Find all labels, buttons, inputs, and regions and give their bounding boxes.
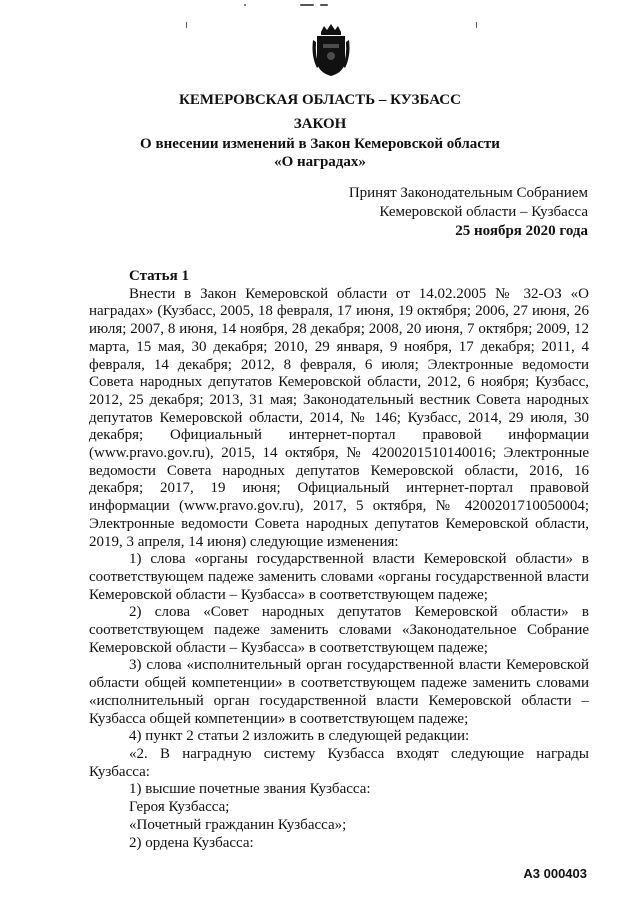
amendment-item-4: 4) пункт 2 статьи 2 изложить в следующей редакции: [129, 728, 470, 745]
scan-speck [320, 4, 328, 6]
article-intro-paragraph: Внести в Закон Кемеровской области от 14.02.2005 № 32-ОЗ «О наградах» (Кузбасс, 2005, 18 февраля, 17 июня, 19 октября; 2006, 27 июня, 26 июля; 2007, 8 июня, 14 ноября, 28 декабря; 2008, 20 июня, 7 октября; 2009, 12 марта, 15 мая, 30 декабря; 2010, 29 января, 9 ноября, 17 декабря; 2011, 4 февраля, 14 декабря; 2012, 8 февраля, 6 июля; Электронные ведомости Совета народных депутатов Кемеровской области, 2012, 6 ноября; Кузбасс, 2012, 25 декабря; 2013, 31 мая; Законодательный вестник Совета народных депутатов Кемеровской области, 2014, № 146; Кузбасс, 2014, 29 июля, 30 декабря; Официальный интернет-портал правовой информации (www.pravo.gov.ru), 2015, 14 октября, № 4200201510140016; Электронные ведомости Совета народных депутатов Кемеровской области, 2016, 16 декабря; 2017, 19 июня; Официальный интернет-портал правовой информации (www.pravo.gov.ru), 2017, 5 октября, № 4200201710050004; Электронные ведомости Совета народных депутатов Кемеровской области, 2019, 3 апреля, 14 июня) следующие изменения: [89, 285, 589, 550]
amendment-item-1: 1) слова «органы государственной власти Кемеровской области» в соответствующем падеже заменить словами «органы государственной власти Кемеровской области – Кузбасса» в соответствующем падеже; [89, 551, 589, 603]
sub-item-1b: «Почетный гражданин Кузбасса»; [129, 816, 347, 833]
scan-speck [300, 4, 314, 6]
amendment-item-3: 3) слова «исполнительный орган государственной власти Кемеровской области общей компетенции» в соответствующем падеже заменить словами «исполнительный орган государственной власти Кемеровской области – Кузбасса общей компетенции» в соответствующем падеже; [89, 657, 589, 727]
scan-speck [244, 4, 246, 6]
coat-of-arms-emblem [311, 22, 351, 78]
amendment-item-2: 2) слова «Совет народных депутатов Кемеровской области» в соответствующем падеже заменить словами «Законодательное Собрание Кемеровской области – Кузбасса» в соответствующем падеже; [89, 604, 589, 656]
adoption-date: 25 ноября 2020 года [455, 223, 588, 239]
sub-item-1: 1) высшие почетные звания Кузбасса: [129, 781, 371, 798]
adoption-block [349, 184, 588, 241]
adoption-line-1: Принят Законодательным Собранием [348, 185, 588, 201]
quoted-paragraph: «2. В наградную систему Кузбасса входят следующие награды Кузбасса: [89, 745, 589, 780]
document-type-heading: ЗАКОН [293, 116, 347, 132]
scan-speck [476, 22, 477, 28]
law-title-line-1: О внесении изменений в Закон Кемеровской области [140, 136, 500, 152]
article-title: Статья 1 [129, 268, 189, 284]
scan-speck [186, 22, 187, 28]
adoption-line-2: Кемеровской области – Кузбасса [379, 204, 588, 220]
region-heading: КЕМЕРОВСКАЯ ОБЛАСТЬ – КУЗБАСС [179, 92, 461, 108]
form-serial-number: А3 000403 [523, 866, 587, 881]
article-body [89, 268, 589, 852]
sub-item-2: 2) ордена Кузбасса: [129, 834, 254, 851]
sub-item-1a: Героя Кузбасса; [129, 799, 230, 816]
law-title-line-2: «О наградах» [274, 154, 366, 170]
